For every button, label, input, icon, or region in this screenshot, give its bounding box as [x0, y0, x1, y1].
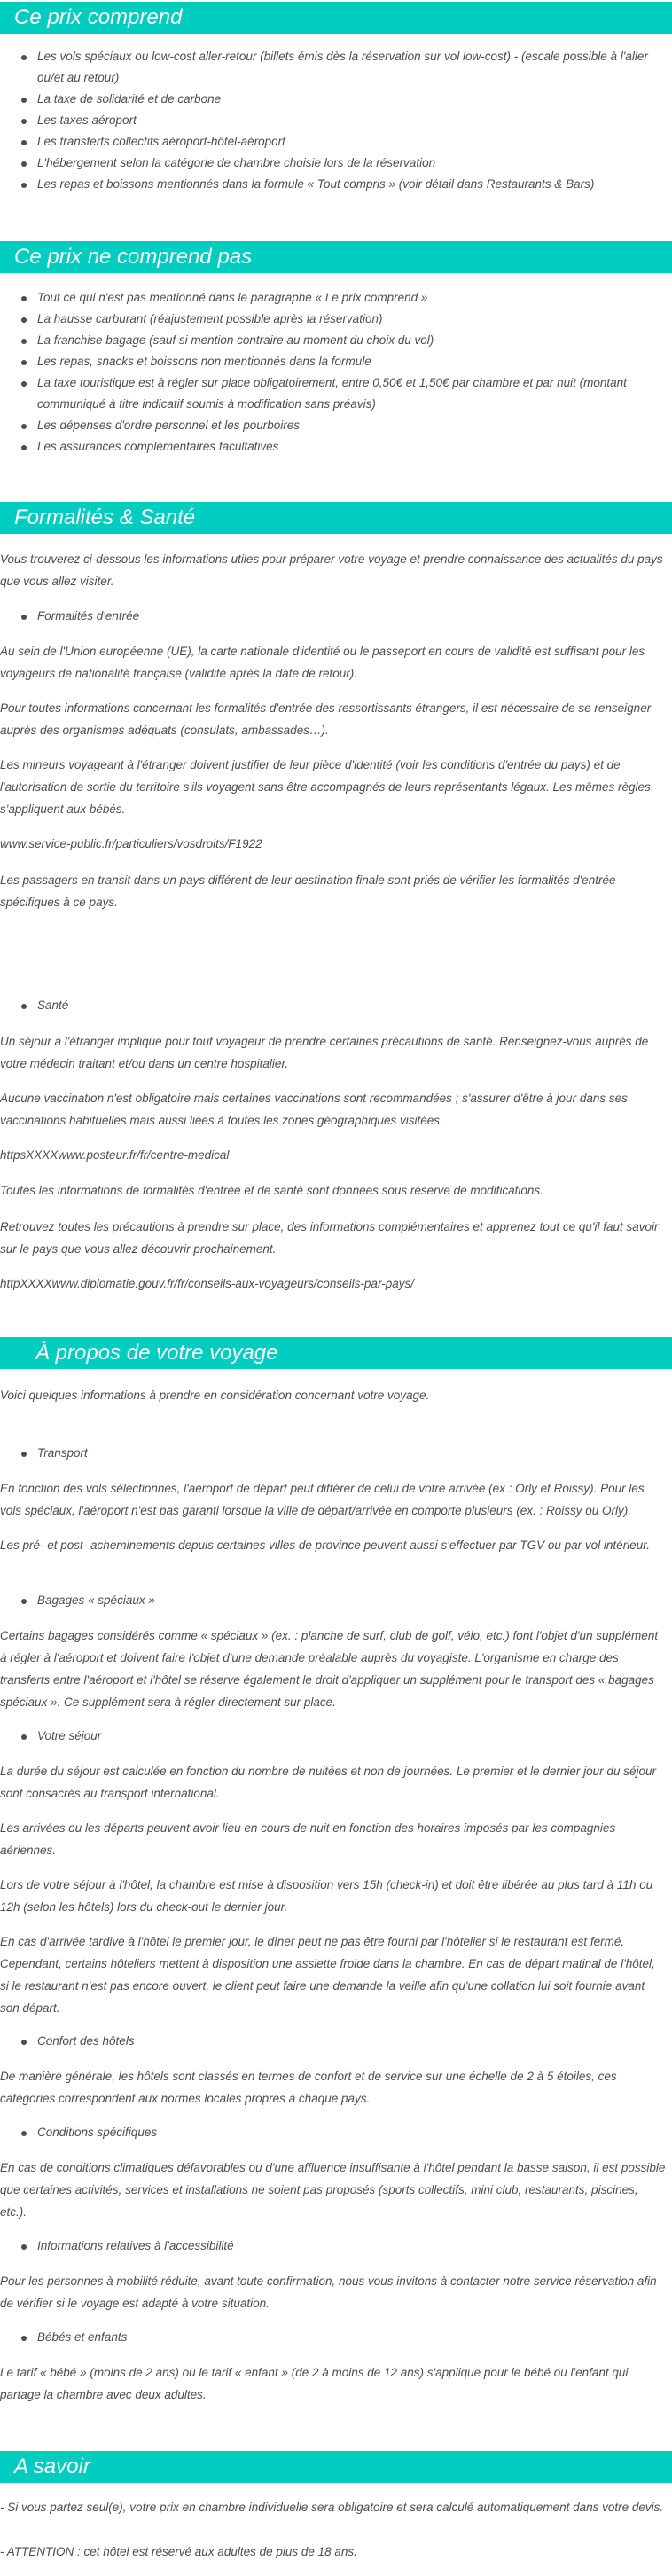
formalites-intro: Vous trouverez ci-dessous les informations utiles pour préparer votre voyage et prendre connaissance des actualités du pays que vous allez visiter.	[0, 552, 663, 588]
voyage-bebes-label: Bébés et enfants	[0, 2327, 672, 2348]
section-title-a-savoir: A savoir	[0, 2451, 672, 2483]
a-savoir-line-2: - ATTENTION : cet hôtel est réservé aux adultes de plus de 18 ans.	[0, 2545, 357, 2558]
voyage-sejour-label: Votre séjour	[0, 1726, 672, 1747]
section-title-prix-comprend: Ce prix comprend	[0, 2, 672, 34]
list-item: Les transferts collectifs aéroport-hôtel-aéroport	[37, 131, 672, 153]
list-item: La franchise bagage (sauf si mention contraire au moment du choix du vol)	[37, 330, 672, 351]
voyage-sejour-p4: En cas d'arrivée tardive à l'hôtel le premier jour, le dîner peut ne pas être fourni par l'hôtelier si le restaurant est fermé. Cependant, certains hôteliers mettent à disposition une assiette froide dans la chambre. En cas de départ matinal de l'hôtel, si le restaurant n'est pas encore ouvert, le client peut faire une demande la veille afin qu'une collation lui soit fournie avant son départ.	[0, 1935, 655, 2015]
voyage-transport-label: Transport	[0, 1443, 672, 1464]
section-title-voyage: À propos de votre voyage	[0, 1337, 672, 1369]
list-item: Les taxes aéroport	[37, 110, 672, 131]
formalites-p2: Pour toutes informations concernant les formalités d'entrée des ressortissants étrangers, il est nécessaire de se renseigner auprès des organismes adéquats (consulats, ambassades…).	[0, 701, 652, 737]
voyage-bagages-p1: Certains bagages considérés comme « spéciaux » (ex. : planche de surf, club de golf, vélo, etc.) font l'objet d'un supplément à régler à l'aéroport et doivent faire l'objet d'une demande préalable auprès du voyagiste. L'organisme en charge des transferts entre l'aéroport et l'hôtel se réserve également le droit d'appliquer un supplément pour le transport des « bagages spéciaux ». Ce supplément sera à régler directement sur place.	[0, 1629, 659, 1709]
voyage-intro: Voici quelques informations à prendre en considération concernant votre voyage.	[0, 1389, 430, 1402]
prix-comprend-list	[0, 46, 672, 195]
list-item: Les assurances complémentaires facultatives	[37, 436, 672, 458]
voyage-bagages-label: Bagages « spéciaux »	[0, 1590, 672, 1611]
list-item: La hausse carburant (réajustement possible après la réservation)	[37, 309, 672, 330]
voyage-confort-label: Confort des hôtels	[0, 2031, 672, 2052]
voyage-conditions-p1: En cas de conditions climatiques défavorables ou d'une affluence insuffisante à l'hôtel pendant la basse saison, il est possible que certaines activités, services et installations ne soient pas proposés (sports collectifs, mini club, restaurants, piscines, etc.).	[0, 2161, 666, 2219]
formalites-p1: Au sein de l'Union européenne (UE), la carte nationale d'identité ou le passeport en cours de validité est suffisant pour les voyageurs de nationalité française (validité après la date de retour).	[0, 645, 645, 680]
voyage-accessibilite-label: Informations relatives à l'accessibilité	[0, 2235, 672, 2257]
formalites-sante-label: Santé	[0, 995, 672, 1016]
section-title-prix-ne-comprend: Ce prix ne comprend pas	[0, 241, 672, 273]
prix-ne-comprend-list	[0, 287, 672, 458]
formalites-p8: Retrouvez toutes les précautions à prendre sur place, des informations complémentaires et apprenez tout ce qu'il faut savoir sur le pays que vous allez découvrir prochainement.	[0, 1220, 659, 1256]
formalites-p6: Aucune vaccination n'est obligatoire mais certaines vaccinations sont recommandées ; s'assurer d'être à jour dans ses vaccinations habituelles mais aussi liées à toutes les zones géographiques visitées.	[0, 1092, 628, 1127]
list-item: Les repas et boissons mentionnés dans la formule « Tout compris » (voir détail dans Restaurants & Bars)	[37, 174, 672, 195]
formalites-link-centre-medical[interactable]: httpsXXXXwww.posteur.fr/fr/centre-medical	[0, 1148, 230, 1162]
list-item: Les repas, snacks et boissons non mentionnés dans la formule	[37, 351, 672, 372]
list-item: L'hébergement selon la catégorie de chambre choisie lors de la réservation	[37, 153, 672, 174]
voyage-sejour-p3: Lors de votre séjour à l'hôtel, la chambre est mise à disposition vers 15h (check-in) et doit être libérée au plus tard à 11h ou 12h (selon les hôtels) lors du check-out le dernier jour.	[0, 1878, 653, 1914]
voyage-conditions-label: Conditions spécifiques	[0, 2122, 672, 2143]
formalites-link-service-public[interactable]: www.service-public.fr/particuliers/vosdroits/F1922	[0, 837, 262, 850]
voyage-transport-p2: Les pré- et post- acheminements depuis certaines villes de province peuvent aussi s'effectuer par TGV ou par vol intérieur.	[0, 1539, 650, 1552]
formalites-p7: Toutes les informations de formalités d'entrée et de santé sont données sous réserve de modifications.	[0, 1184, 543, 1197]
voyage-transport-p1: En fonction des vols sélectionnés, l'aéroport de départ peut différer de celui de votre arrivée (ex : Orly et Roissy). Pour les vols spéciaux, l'aéroport n'est pas garanti lorsque la ville de départ/arrivée en comporte plusieurs (ex. : Roissy ou Orly).	[0, 1482, 645, 1517]
voyage-bebes-p1: Le tarif « bébé » (moins de 2 ans) ou le tarif « enfant » (de 2 à moins de 12 ans) s'applique pour le bébé ou l'enfant qui partage la chambre avec deux adultes.	[0, 2366, 629, 2401]
formalites-p4: Les passagers en transit dans un pays différent de leur destination finale sont priés de vérifier les formalités d'entrée spécifiques à ce pays.	[0, 873, 616, 909]
voyage-sejour-p1: La durée du séjour est calculée en fonction du nombre de nuitées et non de journées. Le premier et le dernier jour du séjour sont consacrés au transport international.	[0, 1765, 656, 1800]
formalites-p3: Les mineurs voyageant à l'étranger doivent justifier de leur pièce d'identité (voir les conditions d'entrée du pays) et de l'autorisation de sortie du territoire s'ils voyagent sans être accompagnés de leurs représentants légaux. Les mêmes règles s'appliquent aux bébés.	[0, 758, 651, 816]
list-item: La taxe touristique est à régler sur place obligatoirement, entre 0,50€ et 1,50€ par chambre et par nuit (montant communiqué à titre indicatif soumis à modification sans préavis)	[37, 372, 672, 415]
voyage-confort-p1: De manière générale, les hôtels sont classés en termes de confort et de service sur une échelle de 2 à 5 étoiles, ces catégories correspondent aux normes locales propres à chaque pays.	[0, 2070, 617, 2105]
section-title-formalites: Formalités & Santé	[0, 502, 672, 534]
a-savoir-line-1: - Si vous partez seul(e), votre prix en chambre individuelle sera obligatoire et sera calculé automatiquement dans votre devis.	[0, 2501, 664, 2514]
list-item: Tout ce qui n'est pas mentionné dans le paragraphe « Le prix comprend »	[37, 287, 672, 309]
formalites-entree-label: Formalités d'entrée	[0, 606, 672, 627]
list-item: Les dépenses d'ordre personnel et les pourboires	[37, 415, 672, 436]
list-item: Les vols spéciaux ou low-cost aller-retour (billets émis dès la réservation sur vol low-cost) - (escale possible à l'aller ou/et au retour)	[37, 46, 672, 89]
voyage-accessibilite-p1: Pour les personnes à mobilité réduite, avant toute confirmation, nous vous invitons à contacter notre service réservation afin de vérifier si le voyage est adapté à votre situation.	[0, 2275, 657, 2310]
voyage-sejour-p2: Les arrivées ou les départs peuvent avoir lieu en cours de nuit en fonction des horaires imposés par les compagnies aériennes.	[0, 1821, 616, 1857]
list-item: La taxe de solidarité et de carbone	[37, 89, 672, 110]
formalites-link-diplomatie[interactable]: httpXXXXwww.diplomatie.gouv.fr/fr/conseils-aux-voyageurs/conseils-par-pays/	[0, 1277, 414, 1290]
formalites-p5: Un séjour à l'étranger implique pour tout voyageur de prendre certaines précautions de santé. Renseignez-vous auprès de votre médecin traitant et/ou dans un centre hospitalier.	[0, 1035, 649, 1070]
